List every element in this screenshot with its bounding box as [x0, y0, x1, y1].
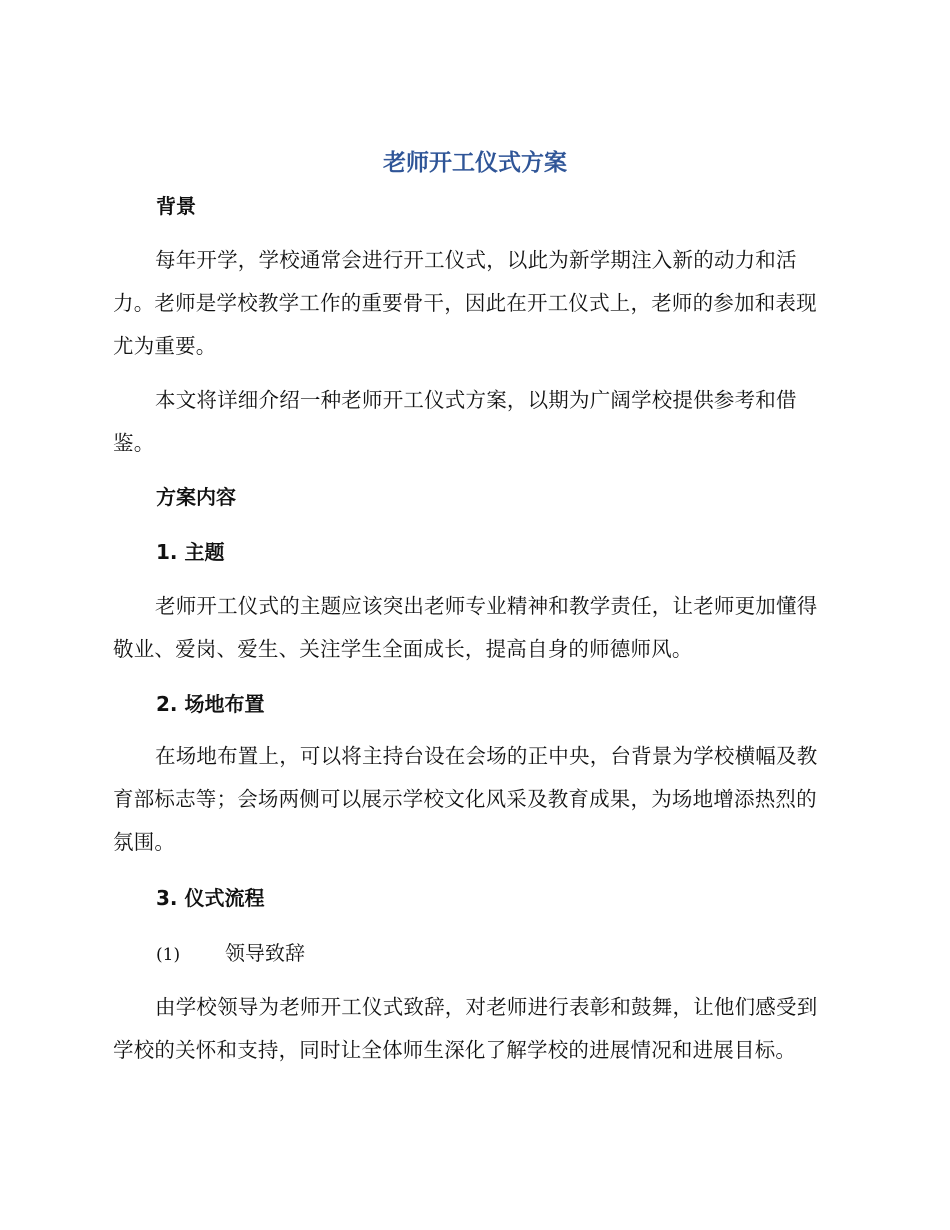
- section-heading-process: 3. 仪式流程: [156, 886, 265, 910]
- paragraph-leader-speech: 由学校领导为老师开工仪式致辞，对老师进行表彰和鼓舞，让他们感受到学校的关怀和支持，同时让全体师生深化了解学校的进展情况和进展目标。: [113, 995, 818, 1062]
- section-heading-plan: 方案内容: [156, 485, 236, 509]
- paragraph-theme: 老师开工仪式的主题应该突出老师专业精神和教学责任，让老师更加懂得敬业、爱岗、爱生、关注学生全面成长，提高自身的师德师风。: [113, 594, 818, 661]
- list-item-label: 领导致辞: [225, 941, 305, 965]
- paragraph-background-1: 每年开学，学校通常会进行开工仪式，以此为新学期注入新的动力和活力。老师是学校教学工作的重要骨干，因此在开工仪式上，老师的参加和表现尤为重要。: [113, 248, 817, 358]
- list-item-number: (1): [156, 945, 181, 965]
- section-heading-background: 背景: [156, 194, 196, 218]
- section-heading-venue: 2. 场地布置: [156, 692, 265, 716]
- list-item-leader-speech: [156, 937, 305, 971]
- paragraph-venue: 在场地布置上，可以将主持台设在会场的正中央，台背景为学校横幅及教育部标志等；会场两侧可以展示学校文化风采及教育成果，为场地增添热烈的氛围。: [113, 744, 818, 854]
- paragraph-background-2: 本文将详细介绍一种老师开工仪式方案，以期为广阔学校提供参考和借鉴。: [113, 388, 797, 455]
- section-heading-theme: 1. 主题: [156, 540, 225, 564]
- document-title: 老师开工仪式方案: [383, 150, 567, 176]
